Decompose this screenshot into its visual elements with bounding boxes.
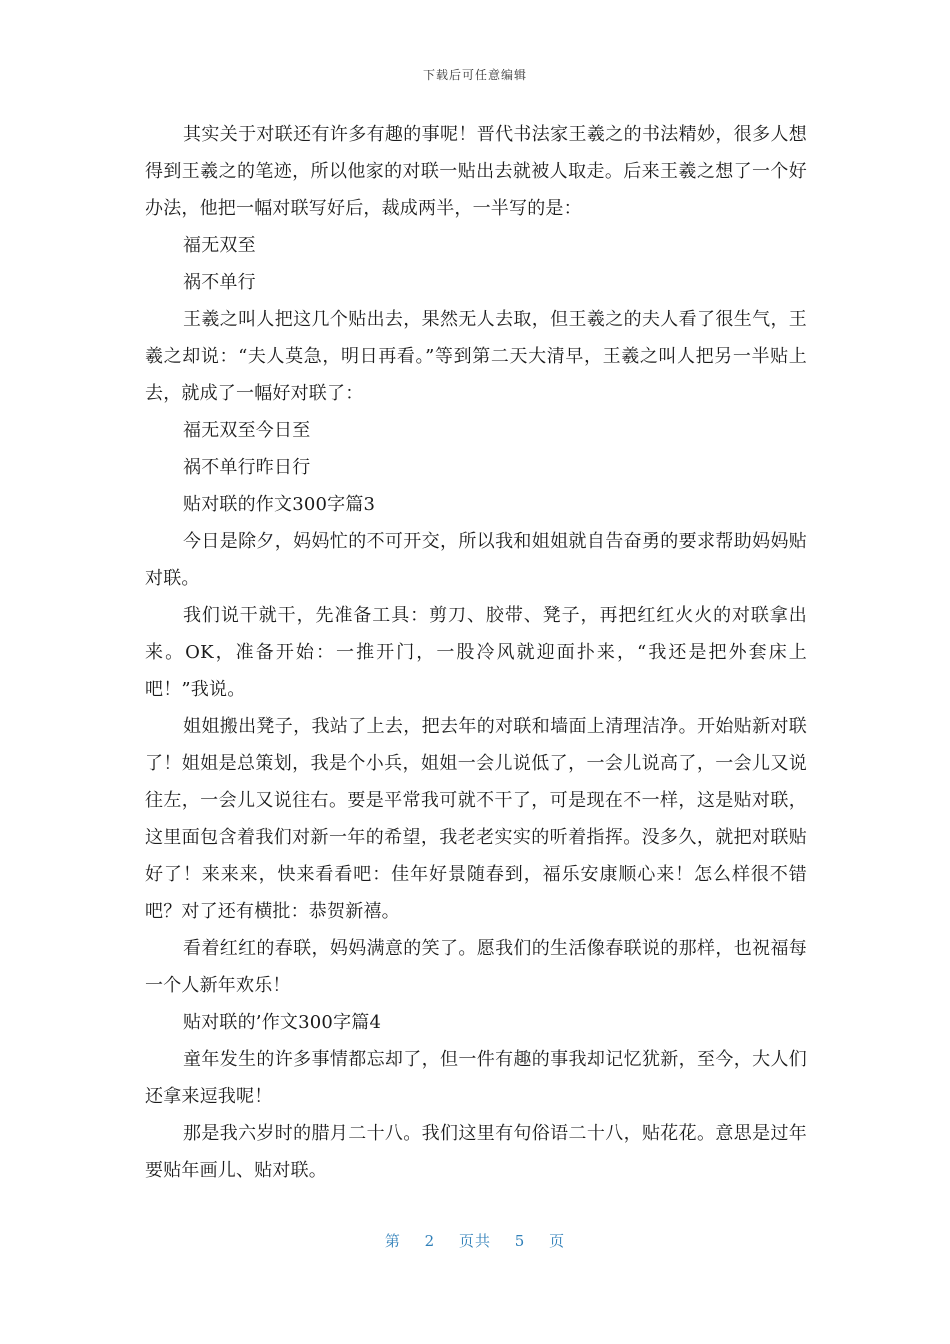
footer-total-pages: 5 bbox=[514, 1232, 526, 1250]
couplet-line: 福无双至今日至 bbox=[183, 420, 311, 441]
page-footer bbox=[0, 1230, 950, 1251]
paragraph: 童年发生的许多事情都忘却了，但一件有趣的事我却记忆犹新，至今，大人们还拿来逗我呢！ bbox=[145, 1049, 807, 1107]
paragraph: 王羲之叫人把这几个贴出去，果然无人去取，但王羲之的夫人看了很生气，王羲之却说：“夫人莫急，明日再看。”等到第二天大清早，王羲之叫人把另一半贴上去，就成了一幅好对联了： bbox=[145, 309, 807, 404]
paragraph: 我们说干就干，先准备工具：剪刀、胶带、凳子，再把红红火火的对联拿出来。OK，准备开始：一推开门，一股冷风就迎面扑来，“我还是把外套床上吧！”我说。 bbox=[145, 605, 807, 700]
couplet-line: 福无双至 bbox=[183, 235, 256, 256]
footer-label-page: 第 bbox=[384, 1232, 401, 1250]
couplet-line: 祸不单行 bbox=[183, 272, 256, 293]
section-heading: 贴对联的作文300字篇3 bbox=[183, 494, 376, 515]
footer-label-of: 页共 bbox=[458, 1232, 491, 1250]
section-heading: 贴对联的’作文300字篇4 bbox=[183, 1012, 382, 1033]
couplet-line: 祸不单行昨日行 bbox=[183, 457, 311, 478]
footer-current-page: 2 bbox=[424, 1232, 436, 1250]
page-header: 下载后可任意编辑 bbox=[422, 68, 527, 82]
footer-label-end: 页 bbox=[549, 1232, 566, 1250]
paragraph: 其实关于对联还有许多有趣的事呢！晋代书法家王羲之的书法精妙，很多人想得到王羲之的笔迹，所以他家的对联一贴出去就被人取走。后来王羲之想了一个好办法，他把一幅对联写好后，裁成两半，一半写的是： bbox=[145, 124, 807, 219]
paragraph: 姐姐搬出凳子，我站了上去，把去年的对联和墙面上清理洁净。开始贴新对联了！姐姐是总策划，我是个小兵，姐姐一会儿说低了，一会儿说高了，一会儿又说往左，一会儿又说往右。要是平常我可就不干了，可是现在不一样，这是贴对联，这里面包含着我们对新一年的希望，我老老实实的听着指挥。没多久，就把对联贴好了！来来来，快来看看吧：佳年好景随春到，福乐安康顺心来！怎么样很不错吧？对了还有横批：恭贺新禧。 bbox=[145, 716, 807, 922]
paragraph: 那是我六岁时的腊月二十八。我们这里有句俗语二十八，贴花花。意思是过年要贴年画儿、贴对联。 bbox=[145, 1123, 807, 1181]
paragraph: 看着红红的春联，妈妈满意的笑了。愿我们的生活像春联说的那样，也祝福每一个人新年欢乐！ bbox=[145, 938, 807, 996]
paragraph: 今日是除夕，妈妈忙的不可开交，所以我和姐姐就自告奋勇的要求帮助妈妈贴对联。 bbox=[145, 531, 807, 589]
document-body bbox=[145, 116, 807, 1189]
